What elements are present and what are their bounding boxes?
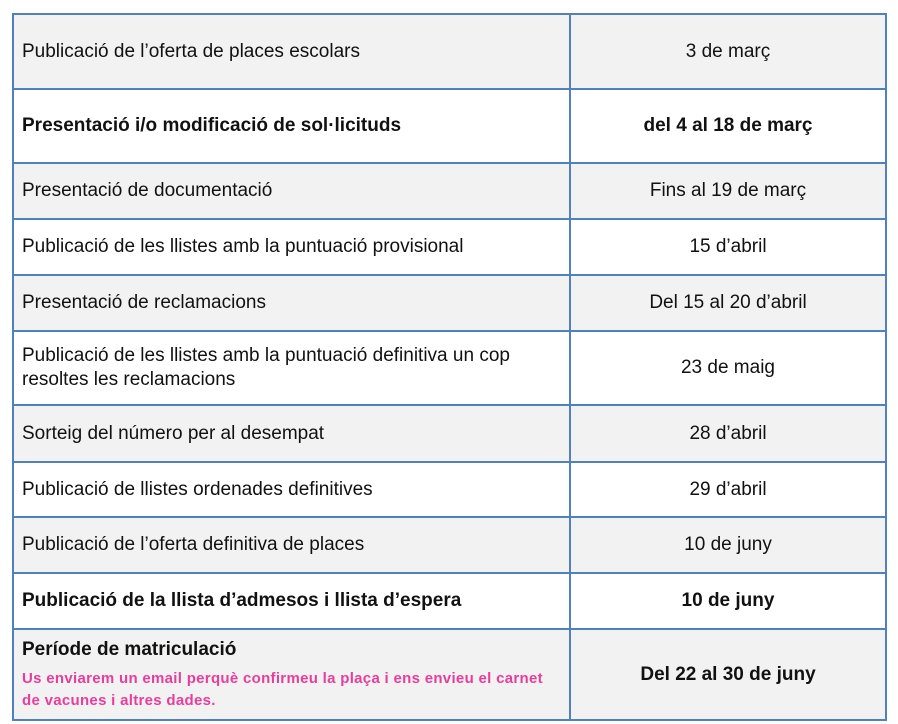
table-row <box>13 163 886 219</box>
activity-cell: Presentació i/o modificació de sol·licituds <box>13 89 570 163</box>
date-cell: 29 d’abril <box>570 462 886 517</box>
date-cell: del 4 al 18 de març <box>570 89 886 163</box>
table-row <box>13 405 886 462</box>
date-cell: Del 15 al 20 d’abril <box>570 275 886 331</box>
date-cell: 28 d’abril <box>570 405 886 462</box>
date-cell: Fins al 19 de març <box>570 163 886 219</box>
date-cell: Del 22 al 30 de juny <box>570 629 886 720</box>
table-row <box>13 331 886 405</box>
table-row <box>13 517 886 573</box>
activity-cell: Publicació de l’oferta definitiva de places <box>13 517 570 573</box>
date-cell: 23 de maig <box>570 331 886 405</box>
date-cell: 10 de juny <box>570 517 886 573</box>
enrollment-schedule-table <box>12 13 887 721</box>
activity-cell <box>13 629 570 720</box>
table-row <box>13 14 886 89</box>
enrollment-note: Us enviarem un email perquè confirmeu la plaça i ens envieu el carnet de vacunes i altres dades. <box>22 669 543 709</box>
activity-cell: Publicació de les llistes amb la puntuació provisional <box>13 219 570 275</box>
activity-cell: Presentació de reclamacions <box>13 275 570 331</box>
activity-cell: Presentació de documentació <box>13 163 570 219</box>
table-row <box>13 629 886 720</box>
table-row <box>13 89 886 163</box>
activity-cell: Publicació de la llista d’admesos i llista d’espera <box>13 573 570 629</box>
activity-cell: Publicació de les llistes amb la puntuació definitiva un cop resoltes les reclamacions <box>13 331 570 405</box>
date-cell: 10 de juny <box>570 573 886 629</box>
date-cell: 3 de març <box>570 14 886 89</box>
activity-cell: Publicació de l’oferta de places escolars <box>13 14 570 89</box>
table-row <box>13 462 886 517</box>
table-row <box>13 275 886 331</box>
activity-cell: Sorteig del número per al desempat <box>13 405 570 462</box>
date-cell: 15 d’abril <box>570 219 886 275</box>
table-row <box>13 573 886 629</box>
activity-cell: Publicació de llistes ordenades definitives <box>13 462 570 517</box>
table-row <box>13 219 886 275</box>
enrollment-period-label: Període de matriculació <box>22 638 237 660</box>
